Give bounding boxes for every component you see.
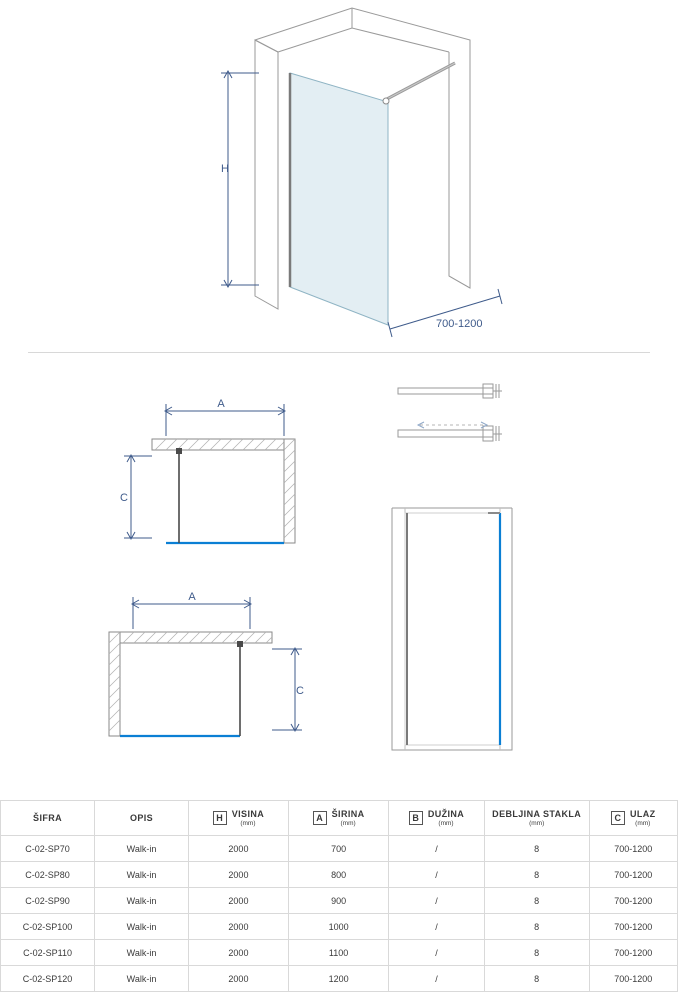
col-title-ulaz: ULAZ [629, 808, 656, 819]
cell-sirina: 1200 [289, 966, 389, 992]
cell-debljina: 8 [484, 966, 589, 992]
cell-ulaz: 700-1200 [589, 966, 678, 992]
col-unit-duzina: (mm) [438, 819, 454, 827]
col-unit-visina: (mm) [240, 819, 256, 827]
cell-visina: 2000 [188, 836, 288, 862]
col-unit-debljina: (mm) [529, 819, 545, 827]
cell-duzina: / [389, 888, 485, 914]
cell-sirina: 1000 [289, 914, 389, 940]
cell-visina: 2000 [188, 966, 288, 992]
letter-b: B [409, 811, 423, 825]
isometric-svg [0, 0, 678, 350]
cell-ulaz: 700-1200 [589, 914, 678, 940]
col-header-sifra [1, 801, 95, 836]
col-header-opis [95, 801, 189, 836]
letter-c: C [611, 811, 625, 825]
table-row [1, 888, 678, 914]
dimension-c-top-label: C [120, 492, 128, 504]
dimension-a-bottom-label: A [188, 591, 196, 603]
glass-panel [290, 73, 388, 325]
isometric-drawing [0, 0, 678, 350]
col-title-debljina: DEBLJINA STAKLA [492, 808, 582, 819]
letter-h: H [213, 811, 227, 825]
plan-drawings [0, 360, 678, 780]
col-title-sirina: ŠIRINA [331, 808, 365, 819]
dimension-a-top-label: A [217, 398, 225, 410]
cell-duzina: / [389, 940, 485, 966]
support-bar [383, 63, 455, 104]
section-divider [28, 352, 650, 353]
cell-ulaz: 700-1200 [589, 862, 678, 888]
cell-debljina: 8 [484, 862, 589, 888]
cell-debljina: 8 [484, 836, 589, 862]
cell-visina: 2000 [188, 862, 288, 888]
cell-opis: Walk-in [95, 862, 189, 888]
cell-sirina: 1100 [289, 940, 389, 966]
elevation-view [392, 508, 512, 750]
table-row [1, 940, 678, 966]
cell-sifra: C-02-SP80 [1, 862, 95, 888]
cell-sirina: 800 [289, 862, 389, 888]
col-header-ulaz [589, 801, 678, 836]
cell-duzina: / [389, 966, 485, 992]
dimension-height-label: H [221, 163, 229, 175]
plan-bottom-left [109, 591, 304, 736]
table-header-row [1, 801, 678, 836]
cell-debljina: 8 [484, 888, 589, 914]
cell-ulaz: 700-1200 [589, 836, 678, 862]
cell-opis: Walk-in [95, 836, 189, 862]
cell-sirina: 700 [289, 836, 389, 862]
letter-a: A [313, 811, 327, 825]
detail-support-bar [398, 384, 502, 441]
col-title-visina: VISINA [231, 808, 265, 819]
cell-opis: Walk-in [95, 914, 189, 940]
table-row [1, 862, 678, 888]
cell-duzina: / [389, 836, 485, 862]
col-header-debljina [484, 801, 589, 836]
spec-table [0, 800, 678, 992]
col-title-opis: OPIS [129, 812, 154, 823]
col-title-sifra: ŠIFRA [33, 812, 63, 823]
dimension-a-top [165, 404, 285, 436]
col-unit-sirina: (mm) [340, 819, 356, 827]
col-unit-ulaz: (mm) [635, 819, 651, 827]
cell-sirina: 900 [289, 888, 389, 914]
cell-sifra: C-02-SP110 [1, 940, 95, 966]
cell-ulaz: 700-1200 [589, 888, 678, 914]
cell-debljina: 8 [484, 914, 589, 940]
col-header-sirina [289, 801, 389, 836]
cell-visina: 2000 [188, 888, 288, 914]
cell-sifra: C-02-SP70 [1, 836, 95, 862]
cell-opis: Walk-in [95, 888, 189, 914]
col-header-visina [188, 801, 288, 836]
cell-sifra: C-02-SP100 [1, 914, 95, 940]
col-header-duzina [389, 801, 485, 836]
plan-top-left [120, 398, 295, 543]
cell-duzina: / [389, 862, 485, 888]
dimension-depth-label: 700-1200 [436, 318, 483, 330]
table-row [1, 914, 678, 940]
dimension-height [221, 71, 259, 287]
cell-ulaz: 700-1200 [589, 940, 678, 966]
cell-debljina: 8 [484, 940, 589, 966]
cell-opis: Walk-in [95, 940, 189, 966]
dimension-c-bottom-label: C [296, 685, 304, 697]
cell-duzina: / [389, 914, 485, 940]
table-row [1, 836, 678, 862]
cell-sifra: C-02-SP90 [1, 888, 95, 914]
spec-table-wrap [0, 800, 678, 992]
cell-sifra: C-02-SP120 [1, 966, 95, 992]
cell-visina: 2000 [188, 940, 288, 966]
dimension-c-top [124, 455, 152, 539]
cell-visina: 2000 [188, 914, 288, 940]
cell-opis: Walk-in [95, 966, 189, 992]
table-row [1, 966, 678, 992]
plan-svg [0, 360, 678, 780]
col-title-duzina: DUŽINA [427, 808, 465, 819]
